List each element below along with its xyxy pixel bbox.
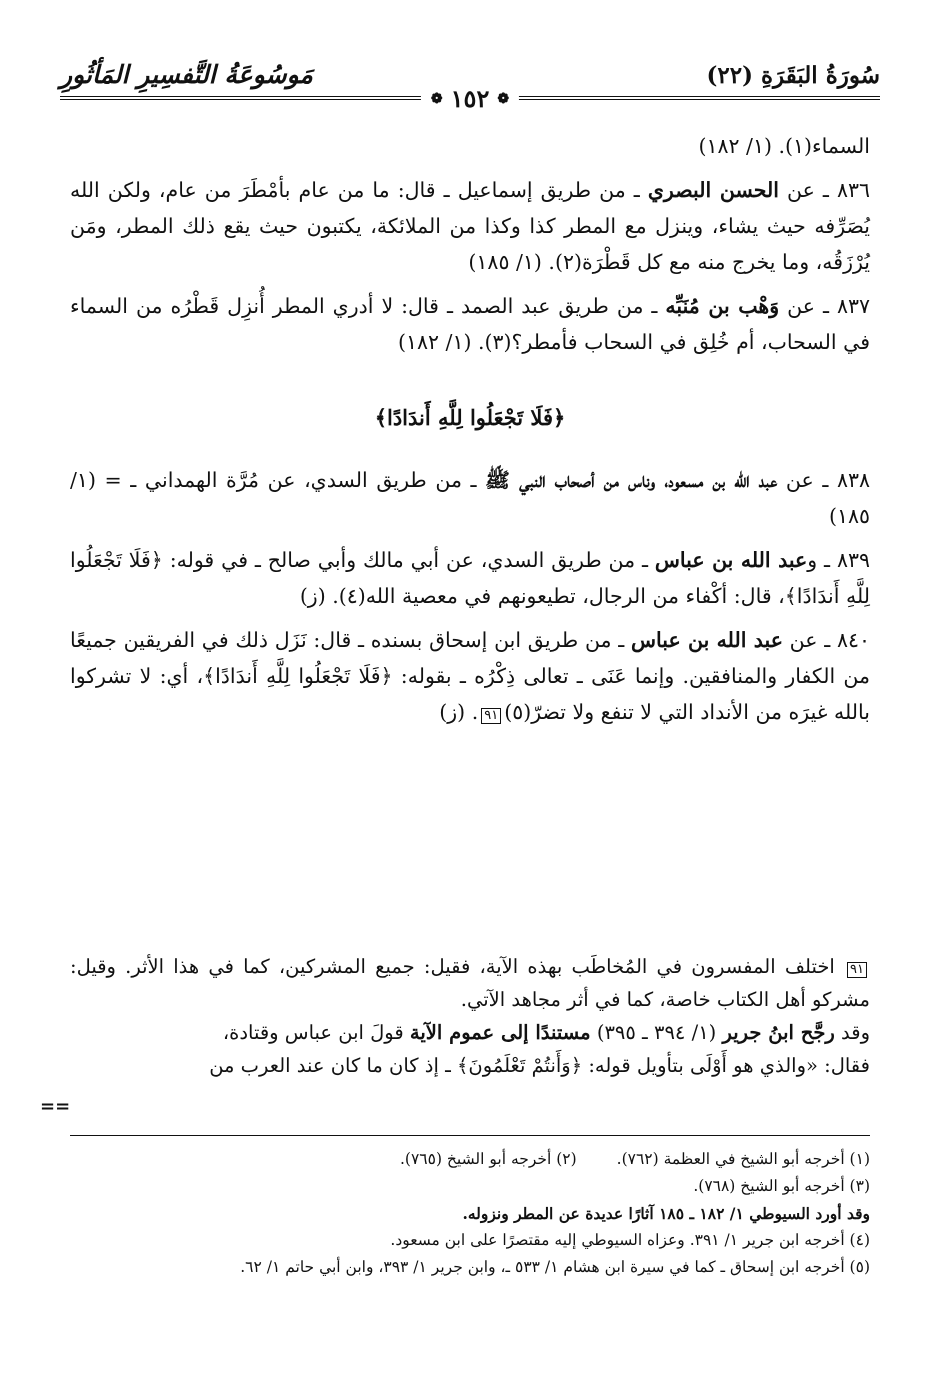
narration-text: ـ من طريق عبد الصمد ـ قال: لا أدري المطر أُنزِل قَطْرُه من السماء في السحاب، أم خُلِق في السحاب فأمطر؟(٣). (١/ ١٨٢): [70, 294, 870, 354]
narration-number: ٨٣٩ ـ و: [807, 548, 870, 572]
continued-line: السماء(١). (١/ ١٨٢): [698, 134, 870, 158]
narration-837: [70, 288, 870, 360]
note-tag: ٩١: [847, 962, 867, 978]
page-number: ١٥٢: [450, 84, 490, 113]
narration-text: ـ من طريق السدي، عن أبي مالك وأبي صالح ـ في قوله: ﴿فَلَا تَجْعَلُوا لِلَّهِ أَندَادًا﴾، قال: أكْفاء من الرجال، تطيعونهم في معصية الله(٤). (ز): [70, 548, 870, 608]
ornament-icon: ❁: [430, 90, 443, 107]
narration-836: [70, 172, 870, 280]
footnote-bold-note: وقد أورد السيوطي ١/ ١٨٢ ـ ١٨٥ آثارًا عديدة عن المطر ونزوله.: [462, 1204, 870, 1223]
note-line: [70, 950, 870, 1016]
note-bold-text: مستندًا إلى عموم الآية: [409, 1021, 591, 1044]
narration-number: ٨٤٠ ـ عن: [782, 628, 870, 652]
note-line: فقال: «والذي هو أَوْلَى بتأويل قوله: ﴿وَأَنتُمْ تَعْلَمُونَ﴾ ـ إذ كان ما كان عند العرب من: [209, 1054, 870, 1077]
footnote-divider: [70, 1135, 870, 1136]
narrator-name: عبد الله بن عباس: [654, 548, 808, 572]
surah-title: سُورَةُ البَقَرَةِ (٢٢): [706, 62, 880, 89]
narration-840: [70, 622, 870, 730]
page-number-box: [421, 84, 519, 113]
note-tag: ٩١: [481, 708, 501, 724]
note-text: وقد: [834, 1021, 870, 1044]
commentary-note: [70, 950, 870, 1082]
narrator-name: الحسن البصري: [647, 178, 779, 202]
footnote-row: [70, 1146, 870, 1173]
narration-text: ـ من طريق السدي، عن مُرَّة الهمداني ـ = (١/ ١٨٥): [70, 468, 870, 528]
note-bold-text: رجَّح ابنُ جرير: [722, 1021, 835, 1044]
footnote-4: (٤) أخرجه ابن جرير ١/ ٣٩١. وعزاه السيوطي إليه مقتصرًا على ابن مسعود.: [390, 1231, 870, 1249]
ornament-icon: ❁: [497, 90, 510, 107]
narration-text: ـ من طريق ابن إسحاق بسنده ـ قال: نَزَل ذلك في الفريقين جميعًا من الكفار والمنافقين. وإنما عَنَى ـ تعالى ذِكْرُه ـ بقوله: ﴿فَلَا تَجْعَلُوا لِلَّهِ أَندَادًا﴾، أي: لا تشركوا بالله غيرَه من الأنداد التي لا تنفع ولا تضرّ(٥): [70, 628, 870, 724]
narration-text: ـ من طريق إسماعيل ـ قال: ما من عام بأمْطَرَ من عام، ولكن الله يُصَرِّفه حيث يشاء، وينزل مع المطر كذا وكذا من الملائكة، يكتبون حيث يقع ذلك المطر، ومَن يُرْزَقُه، وما يخرج منه مع كل قَطْرَة(٢). (١/ ١٨٥): [70, 178, 870, 274]
footnote-2: (٢) أخرجه أبو الشيخ (٧٦٥).: [399, 1150, 577, 1168]
page-header: [60, 52, 880, 122]
note-text: اختلف المفسرون في المُخاطَب بهذه الآية، فقيل: جميع المشركين، كما في هذا الأثر. وقيل: مشركو أهل الكتاب خاصة، كما في أثر مجاهد الآتي.: [70, 955, 870, 1011]
narration-number: ٨٣٦ ـ عن: [778, 178, 870, 202]
narrator-name: عبد الله بن مسعود، وناس من أصحاب النبي ﷺ: [485, 468, 778, 492]
narration-number: ٨٣٨ ـ عن: [777, 468, 870, 492]
verse-heading: ﴿فَلَا تَجْعَلُوا لِلَّهِ أَندَادًا﴾: [374, 405, 566, 430]
main-text: [70, 128, 870, 738]
footnote-3: (٣) أخرجه أبو الشيخ (٧٦٨).: [693, 1177, 870, 1195]
narration-text-end: . (ز): [439, 700, 479, 724]
book-title: مَوسُوعَةُ التَّفسِيرِ المَأثُورِ: [60, 60, 313, 89]
continuation-mark: ==: [40, 1096, 71, 1117]
narration-838: [70, 462, 870, 534]
note-text: (١/ ٣٩٤ ـ ٣٩٥): [590, 1021, 723, 1044]
narration-number: ٨٣٧ ـ عن: [779, 294, 870, 318]
narrator-name: وَهْب بن مُنَبِّه: [665, 294, 780, 318]
footnotes: [70, 1146, 870, 1281]
footnote-5: (٥) أخرجه ابن إسحاق ـ كما في سيرة ابن هشام ١/ ٥٣٣ ـ، وابن جرير ١/ ٣٩٣، وابن أبي حاتم ١/ ٦٢.: [240, 1258, 870, 1276]
narrator-name: عبد الله بن عباس: [631, 628, 783, 652]
footnote-1: (١) أخرجه أبو الشيخ في العظمة (٧٦٢).: [616, 1150, 870, 1168]
narration-839: [70, 542, 870, 614]
note-line: [70, 1016, 870, 1049]
note-text: قولَ ابن عباس وقتادة،: [222, 1021, 410, 1044]
